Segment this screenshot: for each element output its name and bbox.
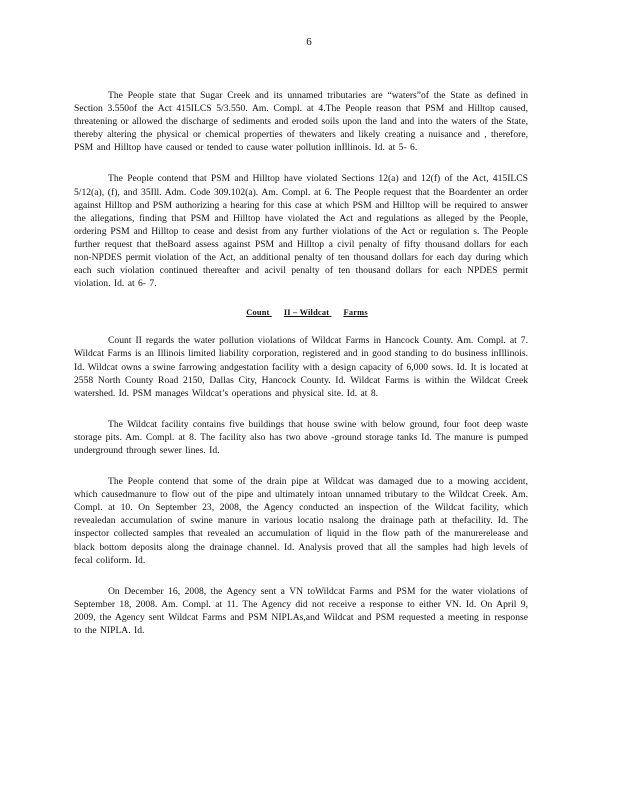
heading-count: Count [246, 308, 270, 318]
section-heading-count-ii [74, 308, 528, 317]
paragraph-sugar-creek-waters: The People state that Sugar Creek and its unnamed tributaries are “waters”of the State as defined in Section 3.550of the Act 415ILCS 5/3.550. Am. Compl. at 4.The People reason that PSM and Hilltop caused, threatening or allowed the discharge of sediments and eroded soils upon the land and into the waters of the State, thereby altering the physical or chemical properties of thewaters and likely creating a nuisance and , therefore, PSM and Hilltop have caused or tended to cause water pollution inIllinois. Id. at 5- 6. [74, 90, 528, 154]
paragraph-count-ii-overview: Count II regards the water pollution violations of Wildcat Farms in Hancock County. Am. Compl. at 7. Wildcat Farms is an Illinois limited liability corporation, registered and in good standing to do business inIllinois. Id. Wildcat owns a swine farrowing andgestation facility with a design capacity of 6,000 sows. Id. It is located at 2558 North County Road 2150, Dallas City, Hancock County. Id. Wildcat Farms is within the Wildcat Creek watershed. Id. PSM manages Wildcat’s operations and physical site. Id. at 8. [74, 335, 528, 399]
paragraph-facility-description: The Wildcat facility contains five buildings that house swine with below ground, four foot deep waste storage pits. Am. Compl. at 8. The facility also has two above -ground storage tanks Id. The manure is pumped underground through sewer lines. Id. [74, 418, 528, 456]
heading-name: Farms [343, 308, 368, 318]
paragraph-drain-pipe-damage: The People contend that some of the drain pipe at Wildcat was damaged due to a mowing accident, which causedmanure to flow out of the pipe and ultimately intoan unnamed tributary to the Wildcat Creek. Am. Compl. at 10. On September 23, 2008, the Agency conducted an inspection of the Wildcat facility, which revealedan accumulation of swine manure in various locatio nsalong the drainage path at thefacility. Id. The inspector collected samples that revealed an accumulation of liquid in the flow path of the manurerelease and black bottom deposits along the drainage channel. Id. Analysis proved that all the samples had high levels of fecal coliform. Id. [74, 476, 528, 566]
heading-number: II – Wildcat [283, 308, 330, 318]
body-text [74, 89, 528, 655]
paragraph-people-contend-request: The People contend that PSM and Hilltop have violated Sections 12(a) and 12(f) of the Act, 415ILCS 5/12(a), (f), and 35Ill. Adm. Code 309.102(a). Am. Compl. at 6. The People request that the Boardenter an order against Hilltop and PSM authorizing a hearing for this case at which PSM and Hilltop will be required to answer the allegations, finding that PSM and Hilltop have violated the Act and regulations as alleged by the People, ordering PSM and Hilltop to cease and desist from any further violations of the Act or regulation s. The People further request that theBoard assess against PSM and Hilltop a civil penalty of fifty thousand dollars for each non-NPDES permit violation of the Act, an additional penalty of ten thousand dollars for each day during which each such violation continued thereafter and acivil penalty of ten thousand dollars for each NPDES permit violation. Id. at 6- 7. [74, 173, 528, 290]
page-number: 6 [306, 36, 312, 48]
paragraph-violation-notices: On December 16, 2008, the Agency sent a VN toWildcat Farms and PSM for the water violations of September 18, 2008. Am. Compl. at 11. The Agency did not receive a response to either VN. Id. On April 9, 2009, the Agency sent Wildcat Farms and PSM NIPLAs,and Wildcat and PSM requested a meeting in response to the NIPLA. Id. [74, 585, 528, 636]
